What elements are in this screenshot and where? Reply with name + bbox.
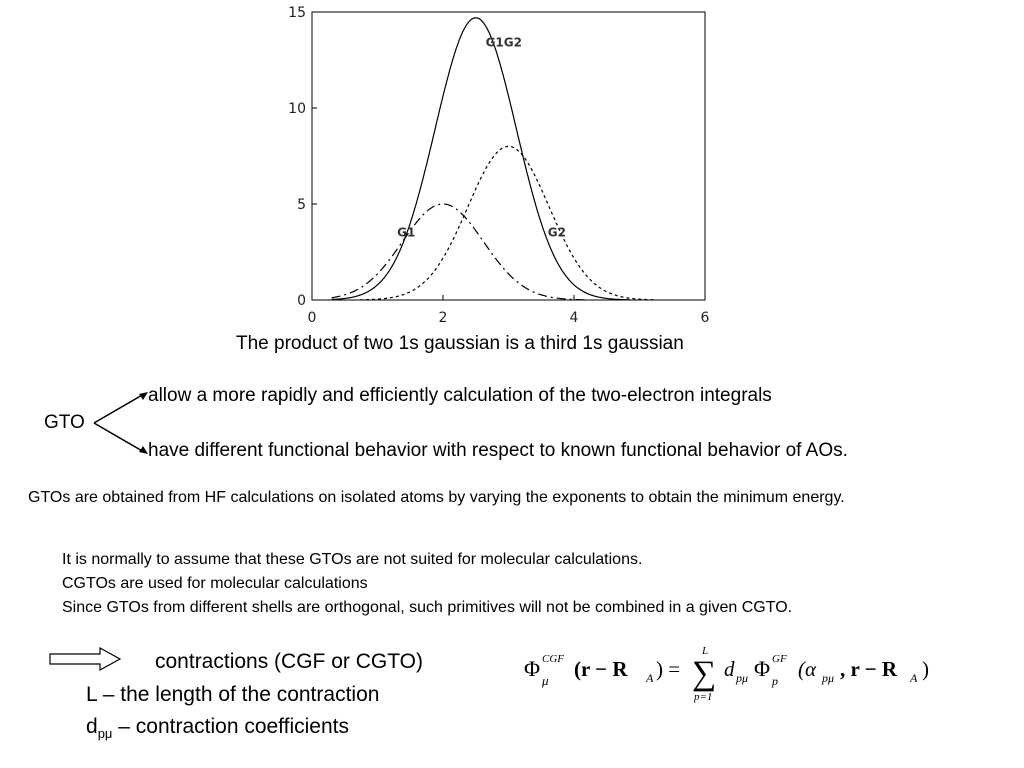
- cgto-formula: [522, 640, 942, 704]
- formula-sup-cgf: CGF: [542, 653, 564, 665]
- gto-label: GTO: [44, 412, 85, 433]
- y-tick-label: 15: [288, 5, 306, 21]
- chart-series-labels: [397, 36, 566, 240]
- chart-frame: [312, 12, 705, 300]
- formula-sub-a2: A: [910, 671, 918, 685]
- d-definition-text: – contraction coefficients: [112, 715, 349, 738]
- d-subscript: pμ: [97, 726, 113, 742]
- branch-arrows-icon: [92, 388, 152, 458]
- formula-sum-top: L: [702, 645, 709, 657]
- series-label-g1g2: G1G2: [485, 35, 522, 50]
- y-tick-label: 5: [297, 197, 306, 213]
- formula-sub-p: p: [772, 674, 778, 688]
- contractions-label: contractions (CGF or CGTO): [155, 650, 423, 673]
- chart-ticks: [288, 5, 709, 326]
- y-tick-label: 0: [297, 293, 306, 309]
- chart-series: [332, 18, 657, 300]
- formula-sum: ∑: [692, 655, 717, 692]
- formula-d: d: [724, 657, 735, 681]
- formula-sum-bottom: p=1: [694, 691, 713, 703]
- formula-d-sub: pμ: [736, 671, 749, 685]
- gto-paragraph: GTOs are obtained from HF calculations on isolated atoms by varying the exponents to obtain the minimum energy.: [28, 489, 845, 506]
- x-tick-label: 2: [438, 310, 448, 326]
- formula-lhs-args: (r − R: [574, 657, 628, 681]
- formula-phi-gf: Φ: [754, 656, 771, 681]
- series-line-g1: [332, 204, 586, 300]
- formula-sub-a: A: [646, 671, 654, 685]
- formula-phi: Φ: [524, 656, 541, 681]
- y-tick-label: 10: [288, 101, 306, 117]
- series-label-g2: G2: [547, 225, 567, 240]
- note-line: Since GTOs from different shells are orthogonal, such primitives will not be combined in a given CGTO.: [62, 599, 793, 616]
- series-line-g2: [360, 146, 656, 299]
- gto-advantage-text: allow a more rapidly and efficiently calculation of the two-electron integrals: [148, 385, 772, 406]
- formula-sup-gf: GF: [772, 653, 787, 665]
- formula-alpha: (α: [798, 657, 817, 681]
- x-tick-label: 6: [700, 310, 710, 326]
- gaussian-product-chart: [280, 2, 720, 328]
- formula-rhs-args: , r − R: [840, 657, 898, 681]
- contraction-coefficients-definition: [86, 715, 349, 741]
- formula-sub-mu: μ: [542, 673, 549, 688]
- series-label-g1: G1: [397, 225, 416, 240]
- formula-equals: ) =: [656, 657, 681, 681]
- notes-block: [62, 548, 792, 620]
- d-symbol: d: [86, 715, 98, 738]
- hollow-right-arrow-icon: [48, 646, 128, 672]
- contraction-length-definition: L – the length of the contraction: [86, 683, 380, 706]
- x-tick-label: 0: [307, 310, 317, 326]
- note-line: It is normally to assume that these GTOs are not suited for molecular calculations.: [62, 551, 643, 568]
- note-line: CGTOs are used for molecular calculations: [62, 575, 368, 592]
- formula-alpha-sub: pμ: [822, 671, 835, 685]
- formula-close: ): [922, 657, 929, 681]
- gto-disadvantage-text: have different functional behavior with respect to known functional behavior of AOs.: [148, 440, 848, 461]
- series-line-g1g2: [332, 18, 631, 300]
- x-tick-label: 4: [569, 310, 579, 326]
- chart-caption: The product of two 1s gaussian is a third 1s gaussian: [236, 333, 684, 354]
